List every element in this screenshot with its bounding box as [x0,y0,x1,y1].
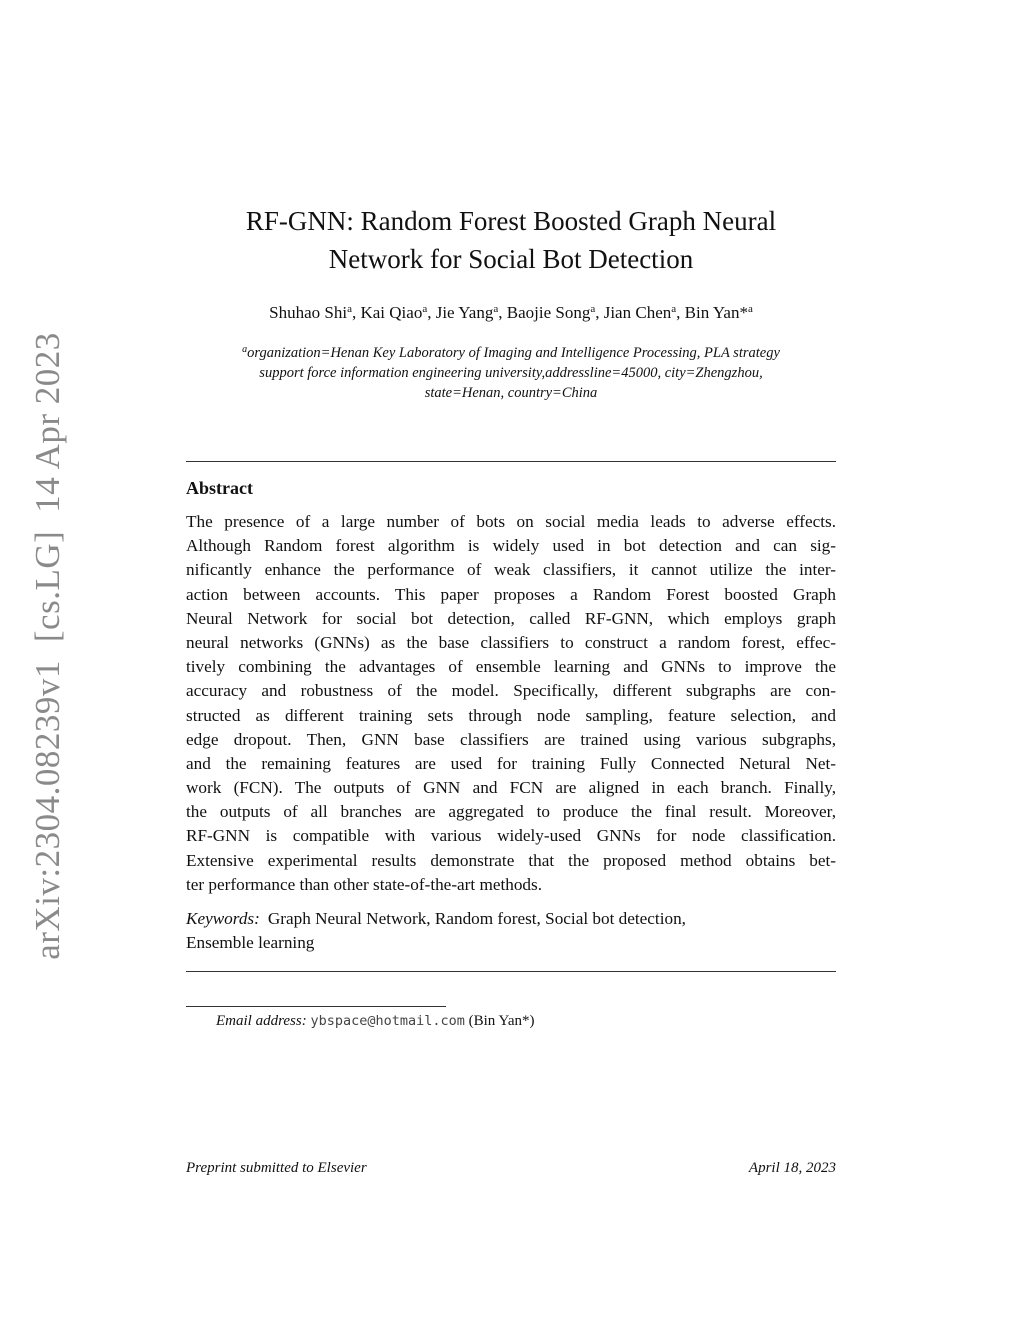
abstract-line: The presence of a large number of bots on social media leads to adverse effects. [186,512,836,531]
email-owner: (Bin Yan*) [468,1013,535,1029]
abstract-line: accuracy and robustness of the model. Specifically, different subgraphs are con- [186,681,836,701]
arxiv-stamp [28,332,68,960]
abstract-line: Neural Network for social bot detection, called RF-GNN, which employs graph [186,608,836,628]
abstract-line: ter performance than other state-of-the-art methods. [186,874,543,894]
abstract-line: RF-GNN is compatible with various widely-used GNNs for node classification. [186,826,836,846]
abstract-line: neural networks (GNNs) as the base classifiers to construct a random forest, effec- [186,632,836,652]
affiliation [186,343,836,403]
title-line-2: Network for Social Bot Detection [328,244,694,274]
author-1: Shuhao Shi$^a$, [269,303,361,322]
abstract-line: Although Random forest algorithm is widely used in bot detection and can sig- [186,536,836,556]
paper-title [186,202,836,278]
footer-date: April 18, 2023 [748,1160,836,1176]
abstract-line: and the remaining features are used for training Fully Connected Netural Net- [186,753,836,773]
keywords-line-1 [186,907,836,931]
author-3: Jie Yang$^a$, [435,303,507,322]
author-5: Jian Chen$^a$, [603,303,685,322]
abstract-body [186,510,836,897]
arxiv-date: 14 Apr 2023 [28,332,67,513]
email-label: Email address: [216,1013,307,1029]
abstract-line: Extensive experimental results demonstrate that the proposed method obtains bet- [186,850,836,870]
keywords [186,907,836,955]
footnote-rule [186,1006,446,1007]
abstract-line: nificantly enhance the performance of weak classifiers, it cannot utilize the inter- [186,560,836,580]
keywords-line-2: Ensemble learning [186,933,315,953]
email-footnote [216,1013,535,1030]
abstract-top-rule [186,461,836,462]
abstract-line: the outputs of all branches are aggregated to produce the final result. Moreover, [186,802,836,822]
abstract-heading: Abstract [186,478,253,498]
abstract-line: action between accounts. This paper proposes a Random Forest boosted Graph [186,584,836,604]
abstract-line: tively combining the advantages of ensemble learning and GNNs to improve the [186,657,836,677]
author-2: Kai Qiao$^a$, [360,303,436,322]
keywords-list-1: Graph Neural Network, Random forest, Social bot detection, [267,909,686,928]
affiliation-line-2: support force information engineering university,addressline=45000, city=Zhengzhou, [259,365,763,381]
abstract-line: work (FCN). The outputs of GNN and FCN are aligned in each branch. Finally, [186,778,836,798]
affiliation-line-1: $^a$organization=Henan Key Laboratory of Imaging and Intelligence Processing, PLA strategy [242,344,780,361]
keywords-label: Keywords: [186,909,260,928]
abstract-bottom-rule [186,971,836,972]
author-list [186,303,836,323]
author-6: Bin Yan*$^a$ [684,303,753,322]
footer-journal: Preprint submitted to Elsevier [186,1160,367,1176]
arxiv-category: [cs.LG] [28,530,67,643]
arxiv-id[interactable]: arXiv:2304.08239v1 [28,660,67,960]
affiliation-line-3: state=Henan, country=China [424,385,598,401]
author-4: Baojie Song$^a$, [506,303,604,322]
email-link[interactable]: ybspace@hotmail.com [310,1013,465,1029]
abstract-line: edge dropout. Then, GNN base classifiers are trained using various subgraphs, [186,729,836,749]
abstract-line: structed as different training sets through node sampling, feature selection, and [186,705,836,725]
title-line-1: RF-GNN: Random Forest Boosted Graph Neural [245,206,777,236]
